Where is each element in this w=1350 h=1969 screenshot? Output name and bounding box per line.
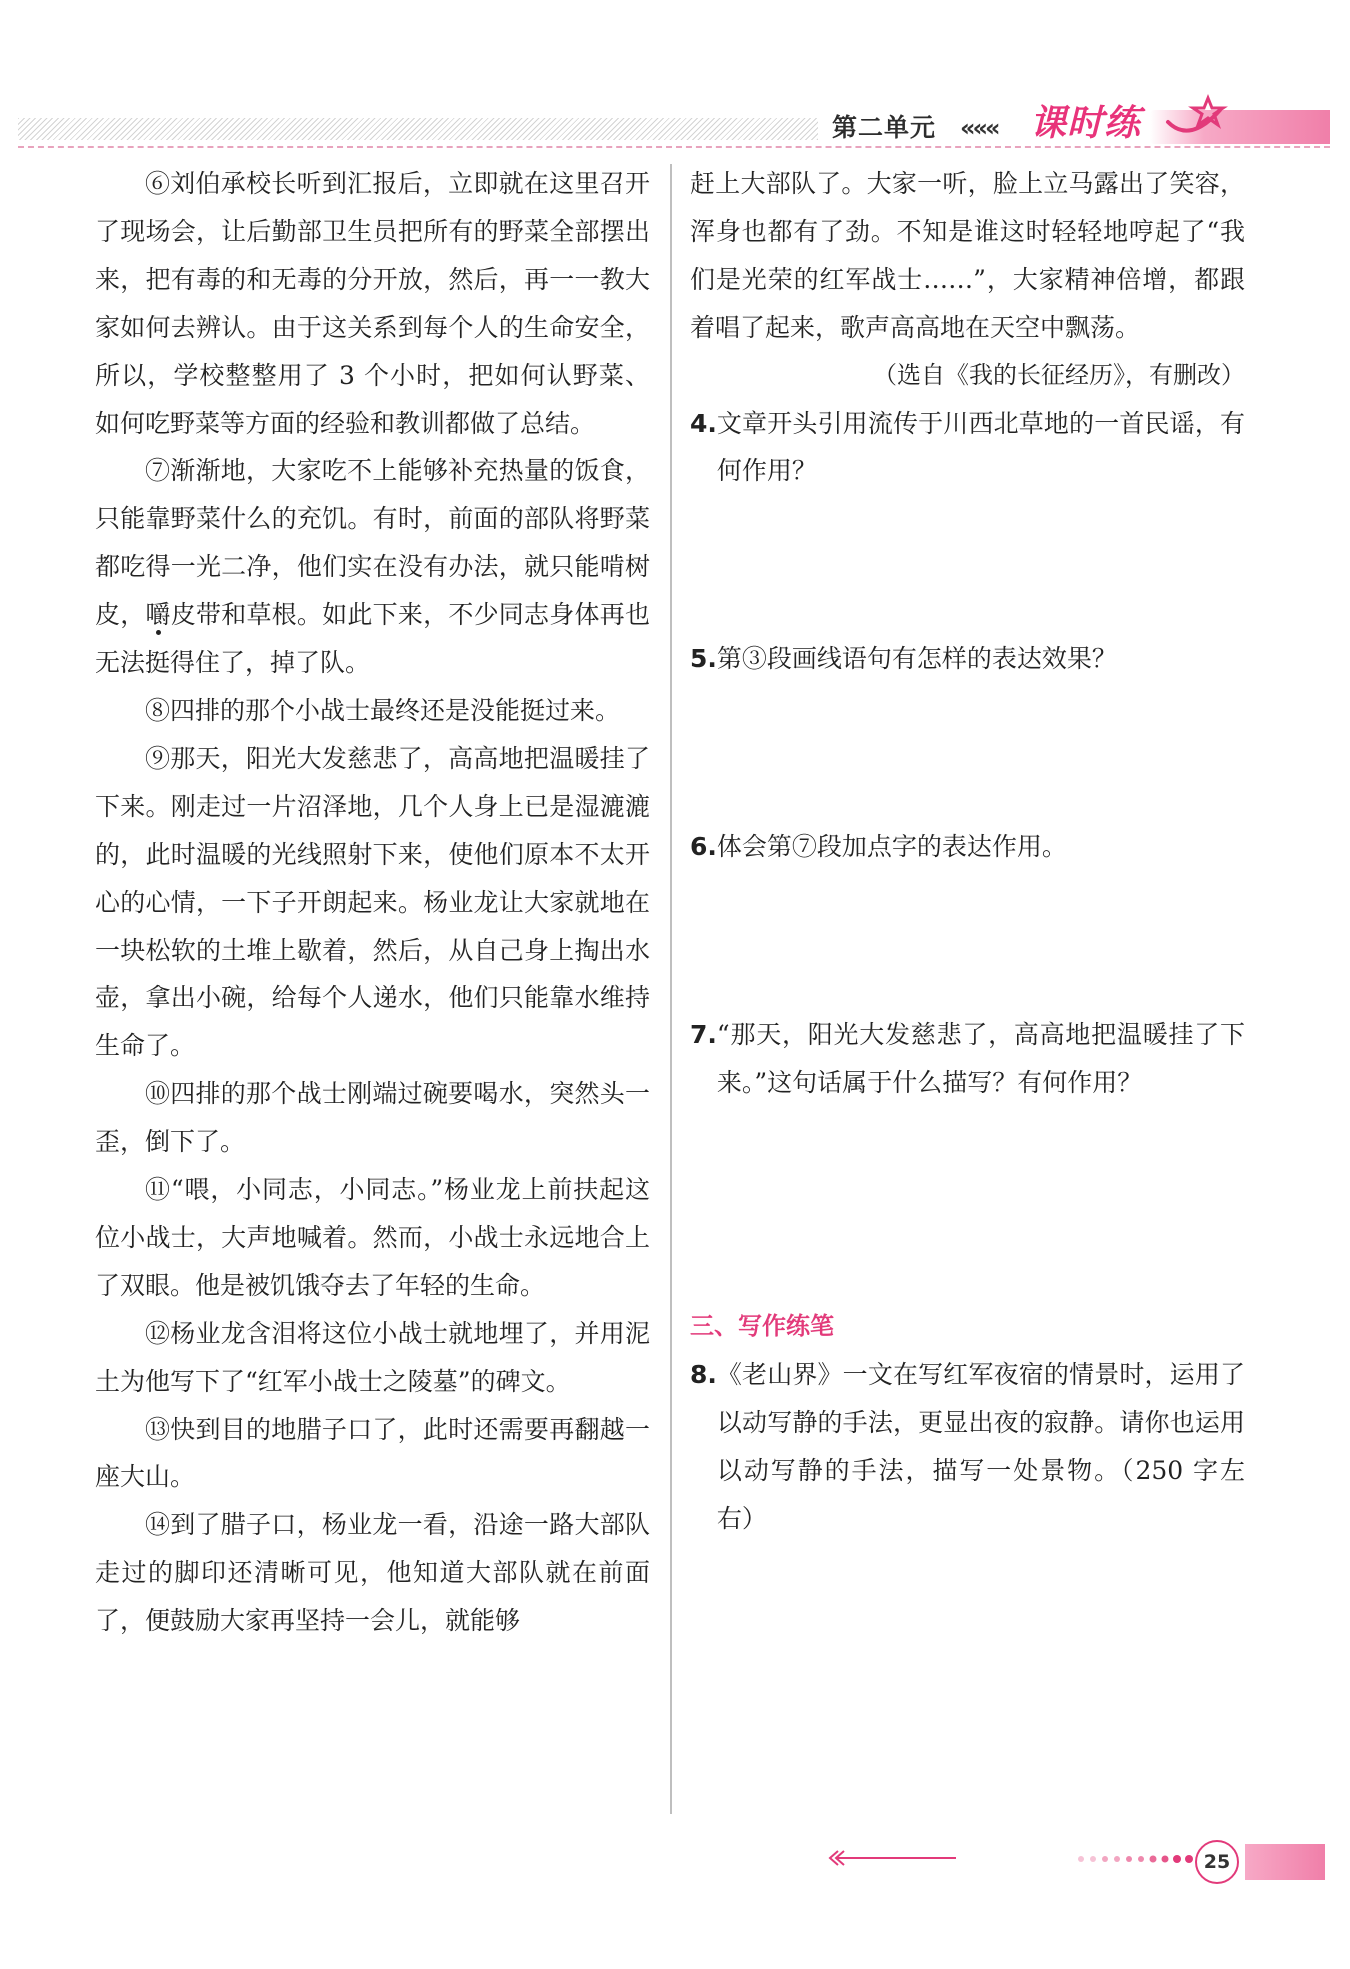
left-column: [95, 160, 650, 1645]
answer-space[interactable]: [690, 495, 1245, 635]
question-number: 7.: [690, 1020, 717, 1050]
brand-title: 课时练: [1030, 103, 1142, 144]
paragraph-14-continued: 赶上大部队了。大家一听，脸上立马露出了笑容，浑身也都有了劲。不知是谁这时轻轻地哼起了“我们是光荣的红军战士……”，大家精神倍增，都跟着唱了起来，歌声高高地在天空中飘荡。: [690, 169, 1245, 342]
paragraph-10: ⑩四排的那个战士刚端过碗要喝水，突然头一歪，倒下了。: [95, 1079, 650, 1157]
question-number: 5.: [690, 644, 717, 674]
paragraph-12: ⑫杨业龙含泪将这位小战士就地埋了，并用泥土为他写下了“红军小战士之陵墓”的碑文。: [95, 1318, 650, 1396]
question-8: [690, 1351, 1245, 1543]
answer-space[interactable]: [690, 683, 1245, 823]
paragraph-7-rest: 皮带和草根。如此下来，不少同志身体再也无法挺得住了，掉了队。: [95, 600, 650, 678]
question-number: 6.: [690, 832, 717, 862]
left-arrow-icon: [828, 1849, 958, 1867]
question-text: 《老山界》一文在写红军夜宿的情景时，运用了以动写静的手法，更显出夜的寂静。请你也运用以动写静的手法，描写一处景物。（250 字左右）: [716, 1359, 1245, 1533]
paragraph-6: ⑥刘伯承校长听到汇报后，立即就在这里召开了现场会，让后勤部卫生员把所有的野菜全部摆出来，把有毒的和无毒的分开放，然后，再一一教大家如何去辨认。由于这关系到每个人的生命安全，所以，学校整整用了 3 个小时，把如何认野菜、如何吃野菜等方面的经验和教训都做了总结。: [95, 169, 650, 438]
paragraph-7-head: ⑦渐渐地，大家吃不上能够补充热量的饭食，只能靠野菜什么的充饥。有时，前面的部队将野菜都吃得一光二净，他们实在没有办法，就只能啃树皮，: [95, 456, 650, 630]
chevrons-icon: «««: [960, 114, 998, 142]
dots-decoration-icon: [1075, 1852, 1195, 1866]
question-text: 体会第⑦段加点字的表达作用。: [716, 832, 1067, 862]
paragraph-8: ⑧四排的那个小战士最终还是没能挺过来。: [145, 695, 621, 725]
answer-space[interactable]: [690, 1107, 1245, 1303]
header-hatch-band: [18, 118, 818, 140]
unit-label: 第二单元: [832, 113, 937, 142]
paragraph-11: ⑪“喂，小同志，小同志。”杨业龙上前扶起这位小战士，大声地喊着。然而，小战士永远地合上了双眼。他是被饥饿夺去了年轻的生命。: [95, 1175, 650, 1300]
paragraph-9: ⑨那天，阳光大发慈悲了，高高地把温暖挂了下来。刚走过一片沼泽地，几个人身上已是湿漉漉的，此时温暖的光线照射下来，使他们原本不太开心的心情，一下子开朗起来。杨业龙让大家就地在一块松软的土堆上歇着，然后，从自己身上掏出水壶，拿出小碗，给每个人递水，他们只能靠水维持生命了。: [95, 743, 650, 1061]
section-title: 三、写作练笔: [690, 1311, 834, 1340]
footer-pink-bar: [1245, 1844, 1325, 1880]
question-7: [690, 1011, 1245, 1107]
paragraph-13: ⑬快到目的地腊子口了，此时还需要再翻越一座大山。: [95, 1414, 650, 1492]
dotted-char: 嚼: [145, 600, 171, 630]
question-5: [690, 635, 1245, 683]
question-text: 第③段画线语句有怎样的表达效果？: [716, 644, 1117, 674]
question-number: 4.: [690, 408, 717, 438]
column-divider: [670, 164, 672, 1814]
question-number: 8.: [690, 1359, 717, 1389]
paragraph-14: ⑭到了腊子口，杨业龙一看，沿途一路大部队走过的脚印还清晰可见，他知道大部队就在前面了，便鼓励大家再坚持一会儿，就能够: [95, 1510, 650, 1636]
question-4: [690, 400, 1245, 496]
paragraph-7: [95, 447, 650, 687]
source-citation: （选自《我的长征经历》，有删改）: [873, 360, 1245, 389]
question-6: [690, 823, 1245, 871]
answer-space[interactable]: [690, 871, 1245, 1011]
question-text: “那天，阳光大发慈悲了，高高地把温暖挂了下来。”这句话属于什么描写？有何作用？: [716, 1020, 1245, 1098]
right-column: [690, 160, 1245, 1543]
question-text: 文章开头引用流传于川西北草地的一首民谣，有何作用？: [716, 408, 1245, 486]
page-number: 25: [1195, 1840, 1239, 1884]
star-logo-icon: [1160, 92, 1240, 152]
